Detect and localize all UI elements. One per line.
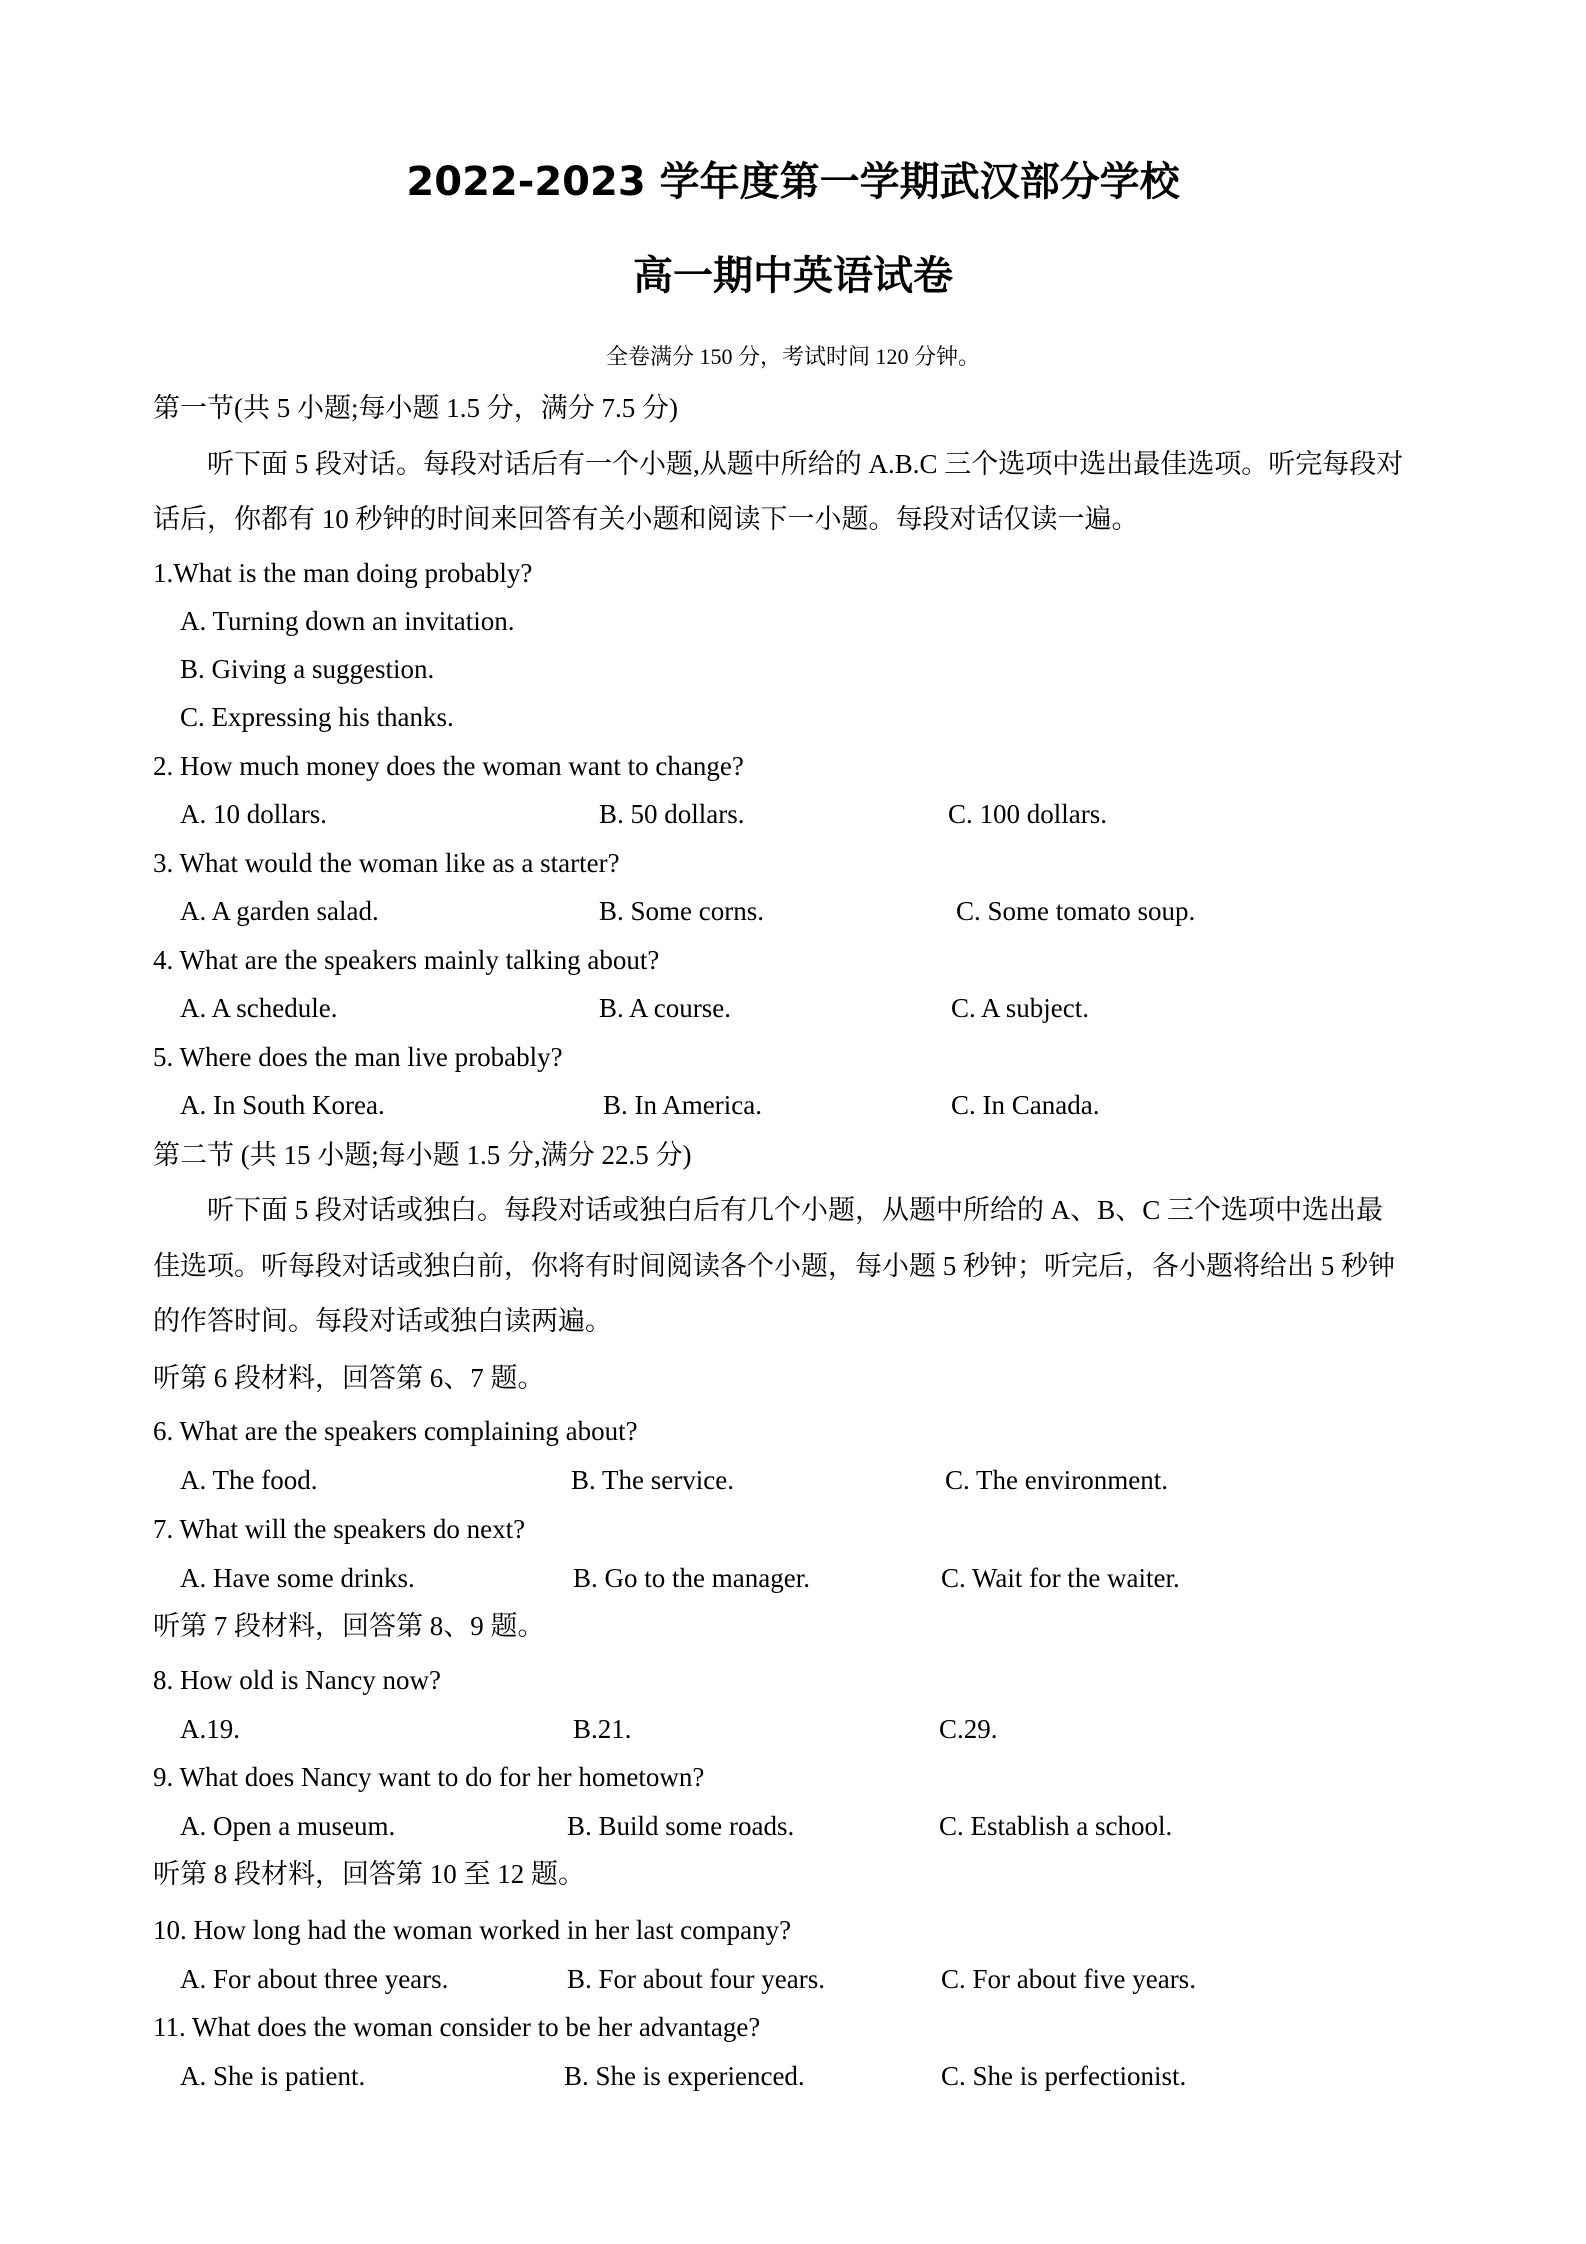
section2-instruction-line3: 的作答时间。每段对话或独白读两遍。 (153, 1306, 612, 1336)
question-stem: 9. What does Nancy want to do for her hometown? (153, 1762, 705, 1792)
question-stem: 3. What would the woman like as a starter? (153, 848, 620, 878)
option-b: B. For about four years. (567, 1964, 825, 1994)
option-a: A. Turning down an invitation. (180, 606, 515, 636)
option-c: C. In Canada. (951, 1090, 1100, 1120)
exam-title-line1: 2022-2023 学年度第一学期武汉部分学校 (406, 159, 1180, 205)
option-b: B.21. (573, 1714, 632, 1744)
question-stem: 2. How much money does the woman want to change? (153, 751, 744, 781)
option-c: C. Expressing his thanks. (180, 702, 454, 732)
question-stem: 7. What will the speakers do next? (153, 1514, 526, 1544)
option-a: A. Open a museum. (180, 1811, 396, 1841)
option-c: C. Wait for the waiter. (941, 1563, 1180, 1593)
section2-instruction-line1: 听下面 5 段对话或独白。每段对话或独白后有几个小题，从题中所给的 A、B、C 三个选项中选出最 (207, 1195, 1384, 1225)
option-c: C. The environment. (945, 1465, 1168, 1495)
option-b: B. Some corns. (599, 896, 764, 926)
option-c: C. For about five years. (941, 1964, 1196, 1994)
option-a: A. Have some drinks. (180, 1563, 415, 1593)
option-b: B. The service. (571, 1465, 734, 1495)
option-b: B. Giving a suggestion. (180, 654, 435, 684)
question-stem: 5. Where does the man live probably? (153, 1042, 563, 1072)
option-a: A. She is patient. (180, 2061, 366, 2091)
option-c: C.29. (939, 1714, 998, 1744)
option-c: C. 100 dollars. (948, 799, 1107, 829)
section1-instruction-line1: 听下面 5 段对话。每段对话后有一个小题,从题中所给的 A.B.C 三个选项中选出最佳选项。听完每段对 (207, 449, 1404, 479)
option-b: B. She is experienced. (564, 2061, 805, 2091)
question-stem: 11. What does the woman consider to be her advantage? (153, 2012, 761, 2042)
question-stem: 8. How old is Nancy now? (153, 1665, 441, 1695)
exam-title-line2: 高一期中英语试卷 (633, 253, 953, 299)
question-stem: 4. What are the speakers mainly talking about? (153, 945, 660, 975)
section2-instruction-line2: 佳选项。听每段对话或独白前，你将有时间阅读各个小题，每小题 5 秒钟；听完后，各小题将给出 5 秒钟 (153, 1251, 1395, 1281)
material-heading: 听第 6 段材料，回答第 6、7 题。 (153, 1363, 545, 1393)
option-b: B. In America. (603, 1090, 762, 1120)
option-a: A. In South Korea. (180, 1090, 385, 1120)
option-c: C. Establish a school. (939, 1811, 1173, 1841)
material-heading: 听第 7 段材料，回答第 8、9 题。 (153, 1611, 545, 1641)
option-a: A. 10 dollars. (180, 799, 327, 829)
material-heading: 听第 8 段材料，回答第 10 至 12 题。 (153, 1859, 585, 1889)
option-c: C. She is perfectionist. (941, 2061, 1187, 2091)
option-b: B. A course. (599, 993, 731, 1023)
option-a: A. A schedule. (180, 993, 338, 1023)
section2-heading: 第二节 (共 15 小题;每小题 1.5 分,满分 22.5 分) (153, 1140, 692, 1170)
option-a: A. For about three years. (180, 1964, 449, 1994)
option-a: A.19. (180, 1714, 240, 1744)
option-b: B. Go to the manager. (573, 1563, 810, 1593)
question-stem: 10. How long had the woman worked in her last company? (153, 1915, 792, 1945)
option-a: A. A garden salad. (180, 896, 379, 926)
option-c: C. A subject. (951, 993, 1090, 1023)
option-c: C. Some tomato soup. (956, 896, 1196, 926)
option-a: A. The food. (180, 1465, 318, 1495)
option-b: B. Build some roads. (567, 1811, 795, 1841)
question-stem: 6. What are the speakers complaining about? (153, 1416, 638, 1446)
section1-instruction-line2: 话后，你都有 10 秒钟的时间来回答有关小题和阅读下一小题。每段对话仅读一遍。 (153, 504, 1139, 534)
question-stem: 1.What is the man doing probably? (153, 558, 533, 588)
option-b: B. 50 dollars. (599, 799, 745, 829)
section1-heading: 第一节(共 5 小题;每小题 1.5 分，满分 7.5 分) (153, 393, 678, 423)
exam-note: 全卷满分 150 分，考试时间 120 分钟。 (605, 344, 980, 369)
